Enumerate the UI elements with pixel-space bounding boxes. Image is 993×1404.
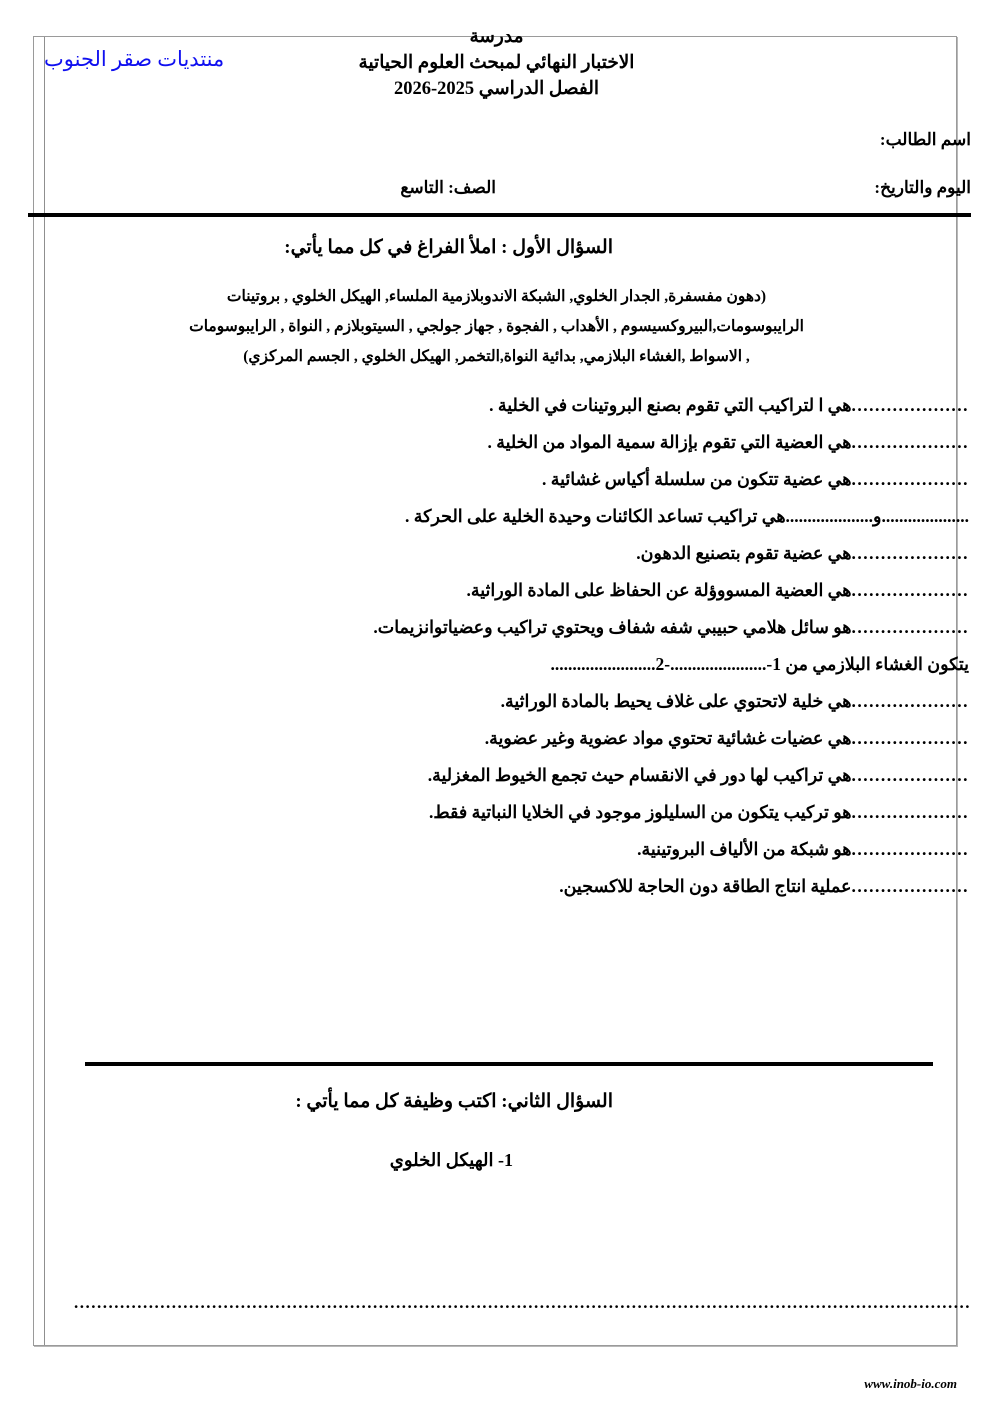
blank-text: هي تراكيب تساعد الكائنات وحيدة الخلية على الحركة . <box>405 506 786 526</box>
question2-title: السؤال الثاني: اكتب وظيفة كل مما يأتي : <box>295 1091 613 1112</box>
blank-text: هو سائل هلامي حبيبي شفه شفاف ويحتوي تراكيب وعضياتوانزيمات. <box>373 617 852 637</box>
fill-blank-row[interactable] <box>24 617 969 654</box>
day-date-label: اليوم والتاريخ: <box>874 178 971 197</box>
footer-watermark <box>0 1376 967 1392</box>
blank-text: هي عضية تقوم بتصنيع الدهون. <box>636 543 852 563</box>
fill-blank-row[interactable] <box>24 691 969 728</box>
blank-text: هي تراكيب لها دور في الانقسام حيث تجمع الخيوط المغزلية. <box>427 765 852 785</box>
blank-dots[interactable]: .................... <box>851 469 969 489</box>
question1-items <box>24 395 969 913</box>
question1-word-bank <box>28 282 965 372</box>
blank-text: هي ا لتراكيب التي تقوم بصنع البروتينات في الخلية . <box>489 395 852 415</box>
blank-dots[interactable]: .................... <box>851 432 969 452</box>
blank-text: هي عضية تتكون من سلسلة أكياس غشائية . <box>541 469 852 489</box>
header-divider <box>28 213 971 217</box>
grade-label: الصف: التاسع <box>400 178 497 197</box>
word-bank-line: , الاسواط ,الغشاء البلازمي, بدائية النواة,التخمر, الهيكل الخلوي , الجسم المركزي) <box>243 348 750 365</box>
blank-dots[interactable]: .................... <box>851 802 969 822</box>
footer-url-text: www.inob-io.com <box>864 1376 957 1391</box>
blank-dots[interactable]: .................... <box>851 765 969 785</box>
blank-dots[interactable]: .................... <box>851 395 969 415</box>
fill-blank-row[interactable] <box>24 654 969 691</box>
blank-dots[interactable]: .................... <box>851 543 969 563</box>
blank-dots[interactable]: .................... <box>851 839 969 859</box>
question2-divider <box>85 1062 933 1066</box>
question1-title: السؤال الأول : املأ الفراغ في كل مما يأتي: <box>284 237 613 258</box>
blank-text: عملية انتاج الطاقة دون الحاجة للاكسجين. <box>559 876 852 896</box>
blank-dots[interactable]: .................... <box>851 691 969 711</box>
blank-dots[interactable]: .................... <box>851 617 969 637</box>
blank-dots[interactable]: .................... <box>851 728 969 748</box>
student-meta-block <box>22 130 971 226</box>
blank-dots[interactable]: .................... <box>851 580 969 600</box>
blank-text: هو شبكة من الألياف البروتينية. <box>637 839 852 859</box>
fill-blank-row[interactable] <box>24 839 969 876</box>
fill-blank-row[interactable] <box>24 395 969 432</box>
fill-blank-row[interactable] <box>24 580 969 617</box>
fill-blank-row[interactable] <box>24 728 969 765</box>
fill-blank-row[interactable] <box>24 543 969 580</box>
student-name-label: اسم الطالب: <box>879 130 971 149</box>
question2-item-1: 1- الهيكل الخلوي <box>389 1150 513 1170</box>
watermark-top-left: منتديات صقر الجنوب <box>44 47 225 71</box>
blank-text: هو تركيب يتكون من السليلوز موجود في الخلايا النباتية فقط. <box>428 802 852 822</box>
fill-blank-row[interactable] <box>24 876 969 913</box>
blank-dots[interactable]: .................... <box>851 876 969 896</box>
date-grade-row <box>22 178 971 198</box>
fill-blank-row[interactable] <box>24 802 969 839</box>
term-label: الفصل الدراسي 2025-2026 <box>393 79 600 99</box>
fill-blank-row[interactable] <box>24 432 969 469</box>
exam-title: الاختبار النهائي لمبحث العلوم الحياتية <box>358 53 635 73</box>
school-label: مدرسة <box>469 27 524 47</box>
blank-text: يتكون الغشاء البلازمي من 1-......................-2........................ <box>550 654 969 674</box>
blank-dots[interactable]: ....................و.................... <box>785 506 969 526</box>
blank-text: هي خلية لاتحتوي على غلاف يحيط بالمادة الوراثية. <box>500 691 852 711</box>
blank-text: هي العضية المسووؤلة عن الحفاظ على المادة الوراثية. <box>466 580 852 600</box>
word-bank-line: (دهون مفسفرة, الجدار الخلوي, الشبكة الاندوبلازمية الملساء, الهيكل الخلوي , بروتينات <box>226 288 767 305</box>
fill-blank-row[interactable] <box>24 506 969 543</box>
blank-text: هي العضية التي تقوم بإزالة سمية المواد من الخلية . <box>487 432 852 452</box>
blank-text: هي عضيات غشائية تحتوي مواد عضوية وغير عضوية. <box>484 728 852 748</box>
word-bank-line: الرايبوسومات,البيروكسيسوم , الأهداب , الفجوة , جهاز جولجي , السيتوبلازم , النواة , الرايبوسومات <box>189 318 804 335</box>
question2-answer-line[interactable]: ............................................................................................................................................................ <box>74 1293 971 1312</box>
fill-blank-row[interactable] <box>24 765 969 802</box>
student-name-row <box>22 130 971 150</box>
fill-blank-row[interactable] <box>24 469 969 506</box>
document-header <box>0 24 993 102</box>
